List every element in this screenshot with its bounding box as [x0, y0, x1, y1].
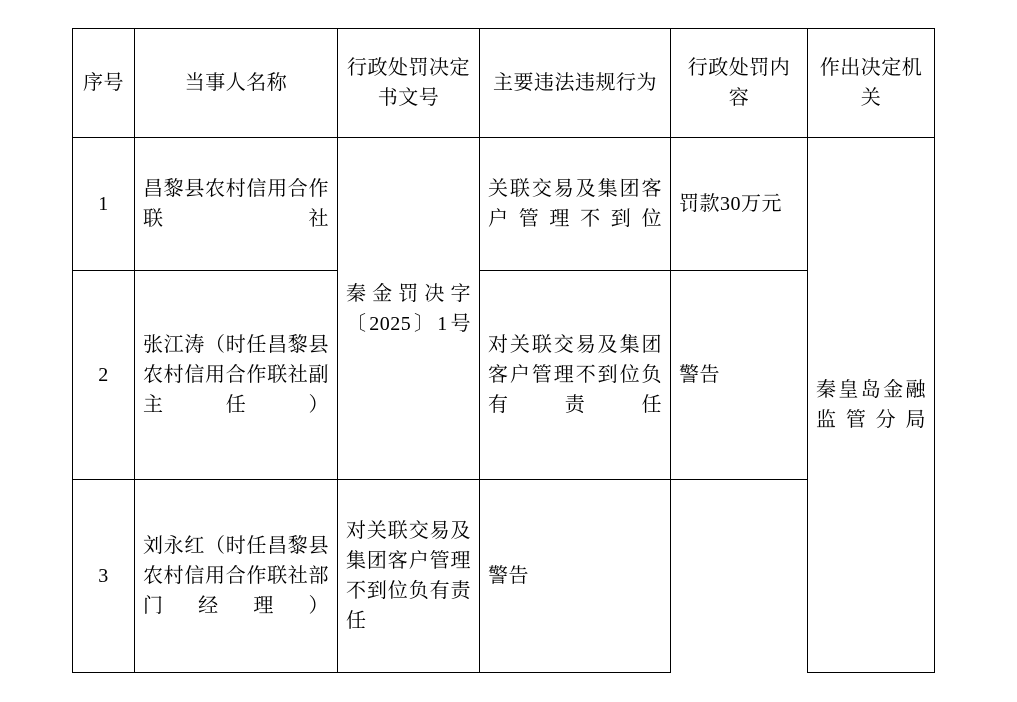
- table-row: [73, 138, 935, 271]
- column-header-decision-org: 作出决定机关: [808, 29, 935, 138]
- cell-doc-number: [338, 138, 480, 480]
- cell-violation: 对关联交易及集团客户管理不到位负有责任: [480, 271, 671, 480]
- column-header-violation: 主要违法违规行为: [480, 29, 671, 138]
- cell-decision-org: 秦皇岛金融监管分局: [808, 138, 935, 673]
- cell-party: 昌黎县农村信用合作联社: [135, 138, 338, 271]
- cell-party: 刘永红（时任昌黎县农村信用合作联社部门经理）: [135, 480, 338, 673]
- cell-party: 张江涛（时任昌黎县农村信用合作联社副主任）: [135, 271, 338, 480]
- column-header-no: 序号: [73, 29, 135, 138]
- administrative-penalty-table: [72, 28, 935, 673]
- table-header: [73, 29, 935, 138]
- column-header-doc-number: 行政处罚决定书文号: [338, 29, 480, 138]
- column-header-party: 当事人名称: [135, 29, 338, 138]
- cell-no: 3: [73, 480, 135, 673]
- cell-penalty-content: 罚款30万元: [671, 138, 808, 271]
- table-header-row: [73, 29, 935, 138]
- table-row: [73, 271, 935, 480]
- cell-no: 2: [73, 271, 135, 480]
- cell-penalty-content: 警告: [671, 271, 808, 480]
- cell-no: 1: [73, 138, 135, 271]
- cell-penalty-content: 警告: [480, 480, 671, 673]
- cell-violation: 关联交易及集团客户管理不到位: [480, 138, 671, 271]
- cell-violation: 对关联交易及集团客户管理不到位负有责任: [338, 480, 480, 673]
- table-body: [73, 138, 935, 673]
- column-header-penalty-content: 行政处罚内容: [671, 29, 808, 138]
- table-row: [73, 480, 935, 673]
- doc-number-text: 秦金罚决字〔2025〕1号: [346, 282, 471, 335]
